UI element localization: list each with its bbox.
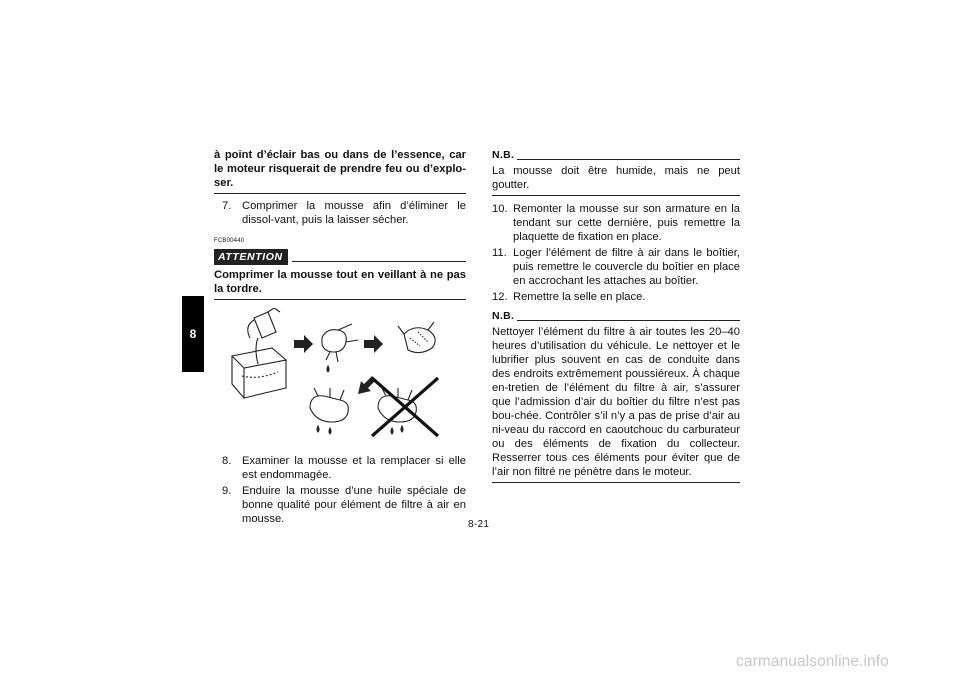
step-12-number: 12. <box>492 291 508 303</box>
step-11 <box>492 246 740 288</box>
nb-text-1: La mousse doit être humide, mais ne peut goutter. <box>492 165 740 191</box>
attention-code: FCB00440 <box>214 238 245 244</box>
nb-header-1 <box>492 148 740 162</box>
nb-rule-2 <box>517 320 740 321</box>
foam-squeeze-illustration <box>214 308 466 440</box>
step-12 <box>492 290 740 304</box>
step-7-text: Comprimer la mousse afin d’éliminer le dissol-vant, puis la laisser sécher. <box>242 200 466 226</box>
left-column <box>214 148 466 526</box>
step-8-text: Examiner la mousse et la remplacer si elle est endommagée. <box>242 455 466 481</box>
solvent-container-icon <box>232 308 286 398</box>
warning-continuation: à point d’éclair bas ou dans de l’essence, car le moteur risquerait de prendre feu ou d’explo-ser. <box>214 149 466 189</box>
nb-header-2 <box>492 309 740 323</box>
attention-rule <box>292 261 466 262</box>
step-11-text: Loger l’élément de filtre à air dans le boîtier, puis remettre le couvercle du boîtier en place en accrochant les attaches au boîtier. <box>513 247 740 287</box>
nb-label-2: N.B. <box>492 310 515 322</box>
step-7 <box>214 199 466 227</box>
cross-out-icon <box>372 378 438 436</box>
chapter-tab: 8 <box>182 296 204 372</box>
nb-end-rule-2 <box>492 482 740 483</box>
step-10 <box>492 202 740 244</box>
step-8 <box>214 454 466 482</box>
arrow-icon <box>294 335 383 394</box>
attention-header <box>214 249 466 265</box>
step-8-number: 8. <box>222 455 232 467</box>
nb-rule-1 <box>517 159 740 160</box>
step-7-number: 7. <box>222 200 232 212</box>
step-11-number: 11. <box>492 247 507 259</box>
step-10-number: 10. <box>492 203 508 215</box>
step-12-text: Remettre la selle en place. <box>513 291 646 303</box>
step-9 <box>214 484 466 526</box>
page-number: 8-21 <box>468 519 490 530</box>
step-9-number: 9. <box>222 485 232 497</box>
nb-text-2: Nettoyer l’élément du filtre à air toutes les 20–40 heures d’utilisation du véhicule. Le nettoyer et le lubrifier plus souvent en cas de conduite dans des endroits extrêmement poussiéreux. À chaque en-tretien de l’élément du filtre à air, s’assurer que l’admission d’air du boîtier du filtre n’est pas bou-chée. Contrôler s’il n’y a pas de prise d’air au ni-veau du raccord en caoutchouc du carburateur ou des éléments de fixation du collecteur. Resserrer tous ces éléments pour éviter que de l’air non filtré ne pénètre dans le moteur. <box>492 326 740 478</box>
step-9-text: Enduire la mousse d’une huile spéciale de bonne qualité pour élément de filtre à air en mousse. <box>242 485 466 525</box>
attention-end-rule <box>214 299 466 300</box>
right-column <box>492 148 740 483</box>
step-10-text: Remonter la mousse sur son armature en la tendant sur cette dernière, puis remettre la plaquette de fixation en place. <box>513 203 740 243</box>
nb-end-rule-1 <box>492 195 740 196</box>
warning-end-rule <box>214 193 466 194</box>
attention-label: ATTENTION <box>214 249 288 265</box>
watermark: carmanualsonline.info <box>736 653 889 670</box>
attention-text: Comprimer la mousse tout en veillant à ne pas la tordre. <box>214 269 466 295</box>
nb-label-1: N.B. <box>492 149 515 161</box>
